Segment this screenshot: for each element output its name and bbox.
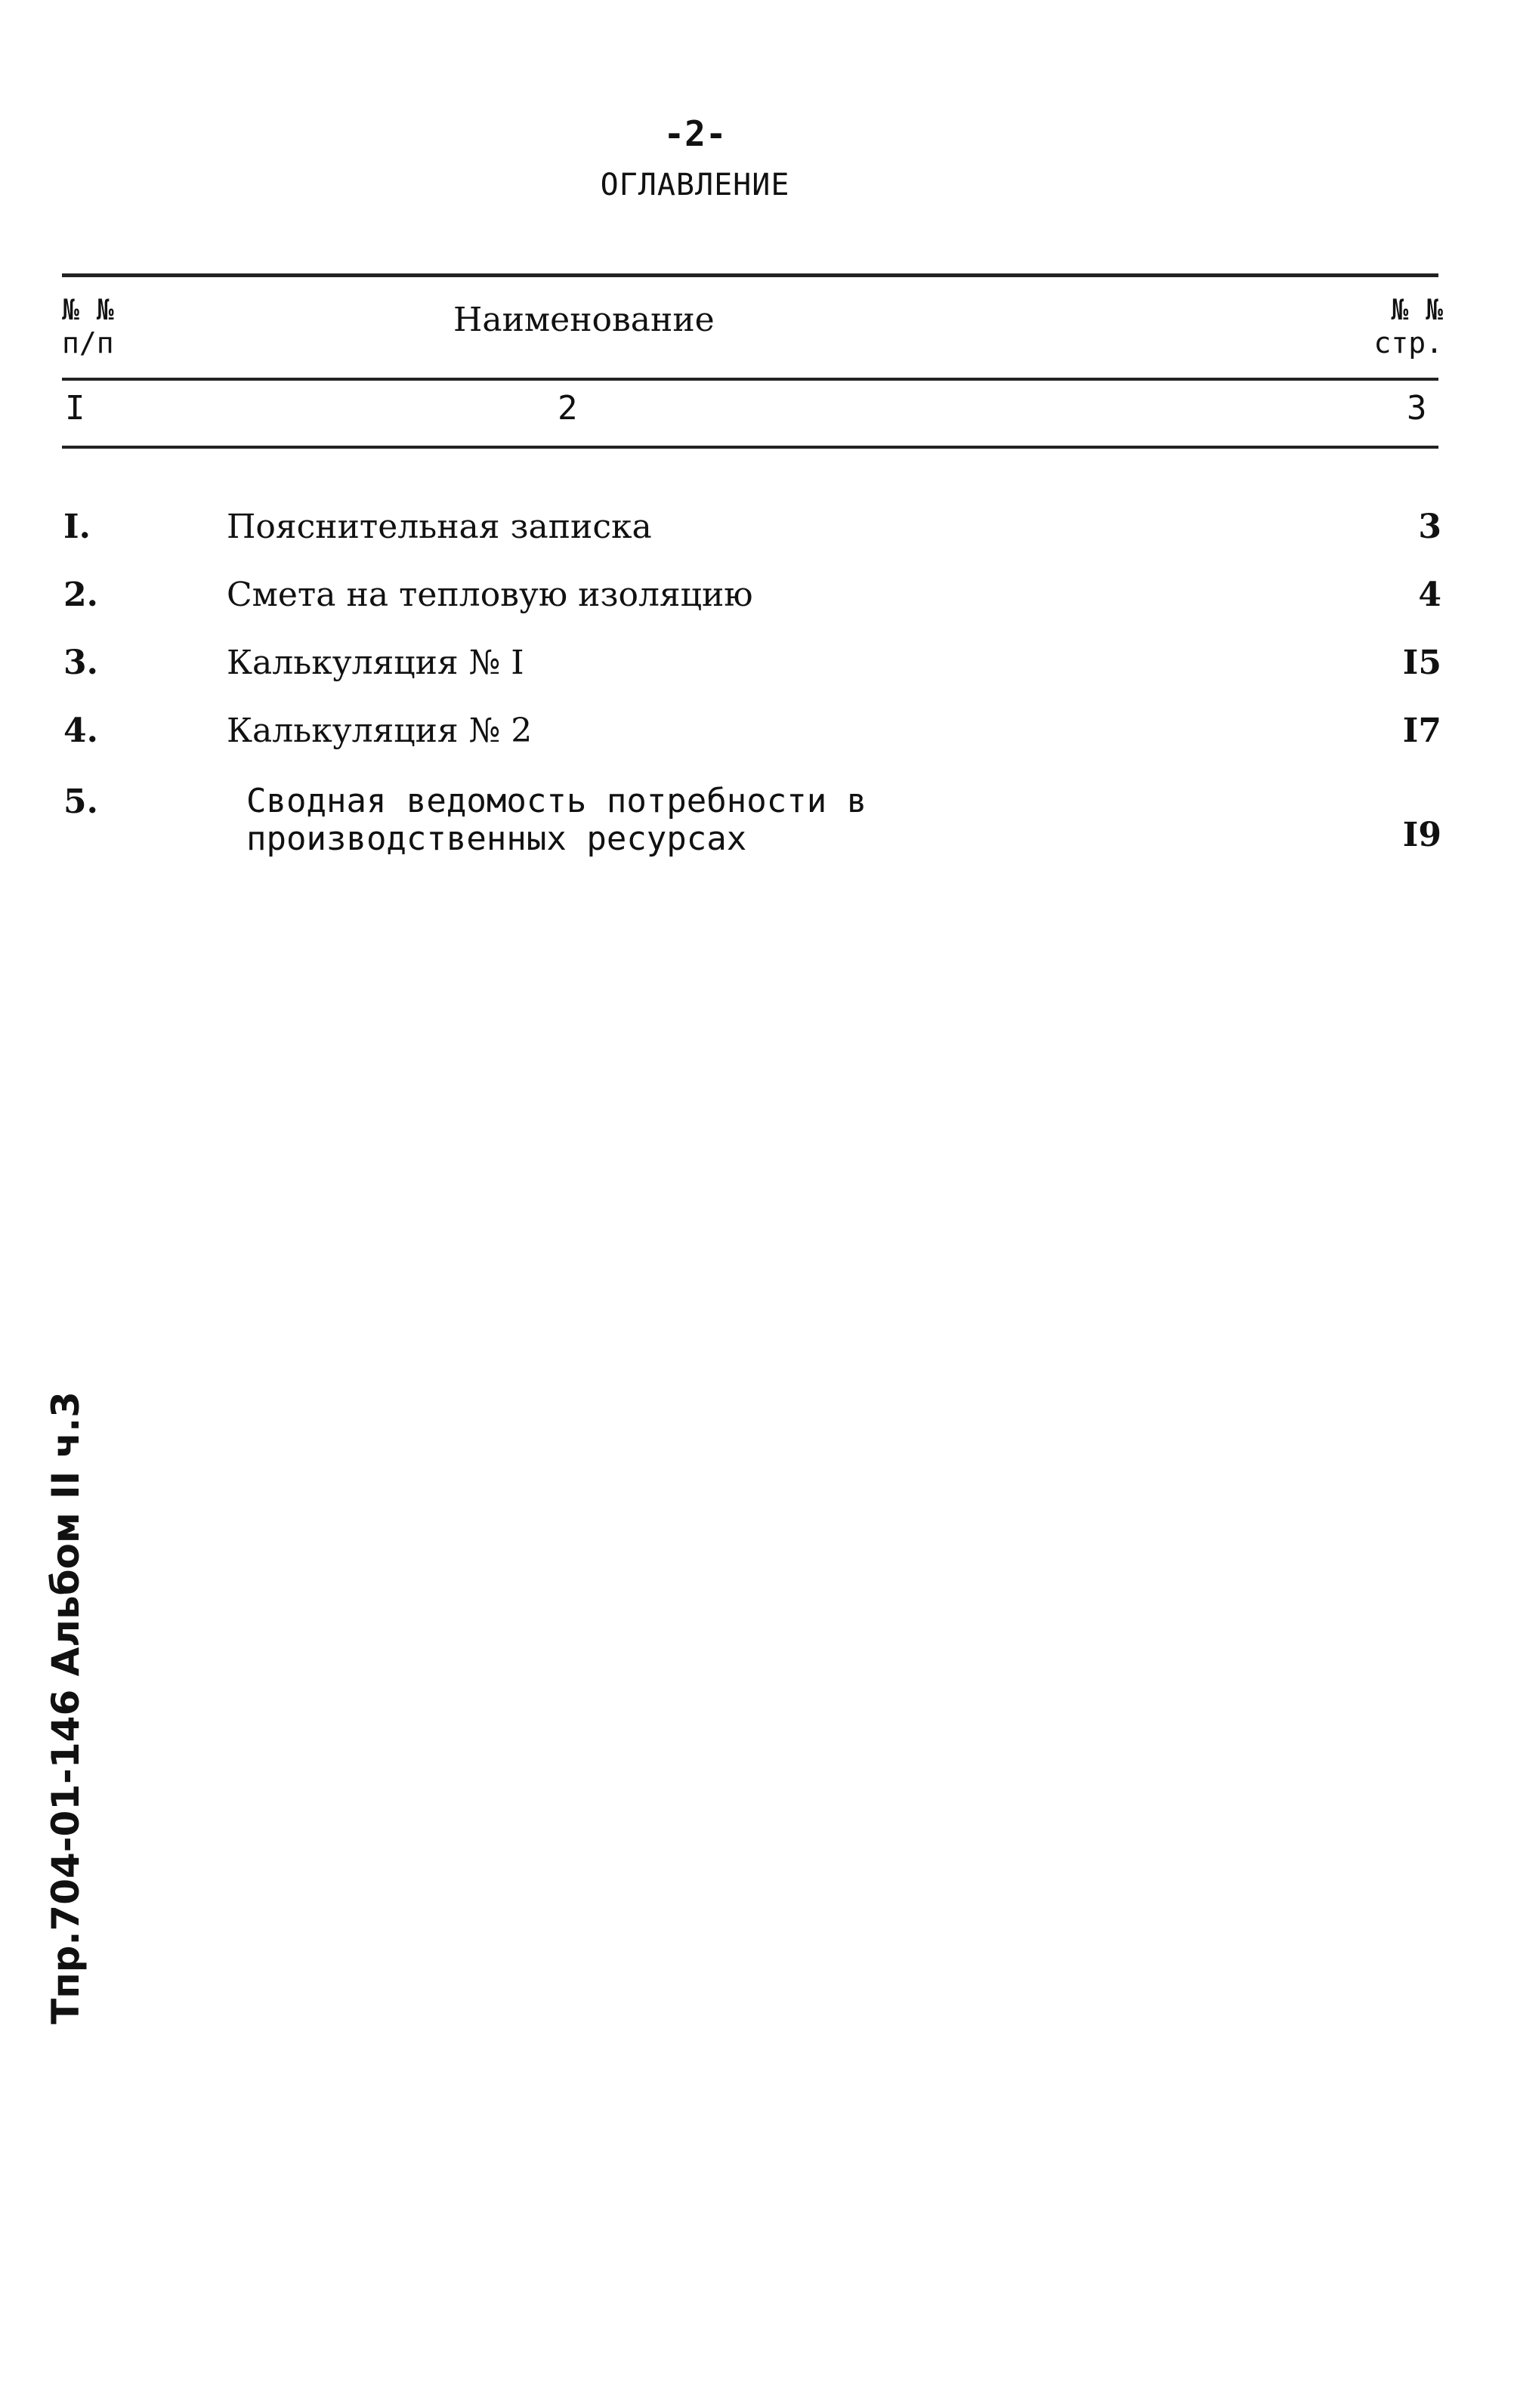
column-number-1: I: [65, 389, 85, 428]
toc-row-number: 3.: [63, 644, 98, 682]
toc-row-title: Смета на тепловую изоляцию: [227, 576, 753, 614]
page-number: -2-: [663, 113, 727, 154]
page-title: ОГЛАВЛЕНИЕ: [600, 168, 790, 202]
header-rule: [62, 378, 1438, 381]
toc-row-number: 4.: [63, 712, 98, 750]
toc-row-number: 5.: [63, 783, 98, 821]
toc-row-page: 4: [1418, 576, 1441, 614]
column-number-rule: [62, 446, 1438, 449]
toc-row-page: 3: [1418, 508, 1441, 546]
toc-row-title: Сводная ведомость потребности в производственных ресурсах: [246, 782, 867, 858]
toc-row-number: 2.: [63, 576, 98, 614]
toc-row-page: I5: [1402, 644, 1441, 682]
column-number-2: 2: [558, 389, 578, 428]
toc-row-title: Пояснительная записка: [227, 508, 652, 546]
toc-row-page: I9: [1402, 816, 1441, 854]
toc-row-title: Калькуляция № I: [227, 644, 524, 682]
toc-row-page: I7: [1402, 712, 1441, 750]
document-code: Тпр.704-01-146 Альбом II ч.3: [44, 1391, 88, 2024]
table-top-rule: [62, 273, 1438, 277]
toc-row-number: I.: [63, 508, 91, 546]
header-page-label: № № стр.: [1373, 293, 1443, 360]
header-number-label: № № п/п: [62, 293, 114, 360]
toc-row-title: Калькуляция № 2: [227, 712, 533, 750]
header-name-label: Наименование: [453, 301, 715, 339]
column-number-3: 3: [1407, 389, 1427, 428]
